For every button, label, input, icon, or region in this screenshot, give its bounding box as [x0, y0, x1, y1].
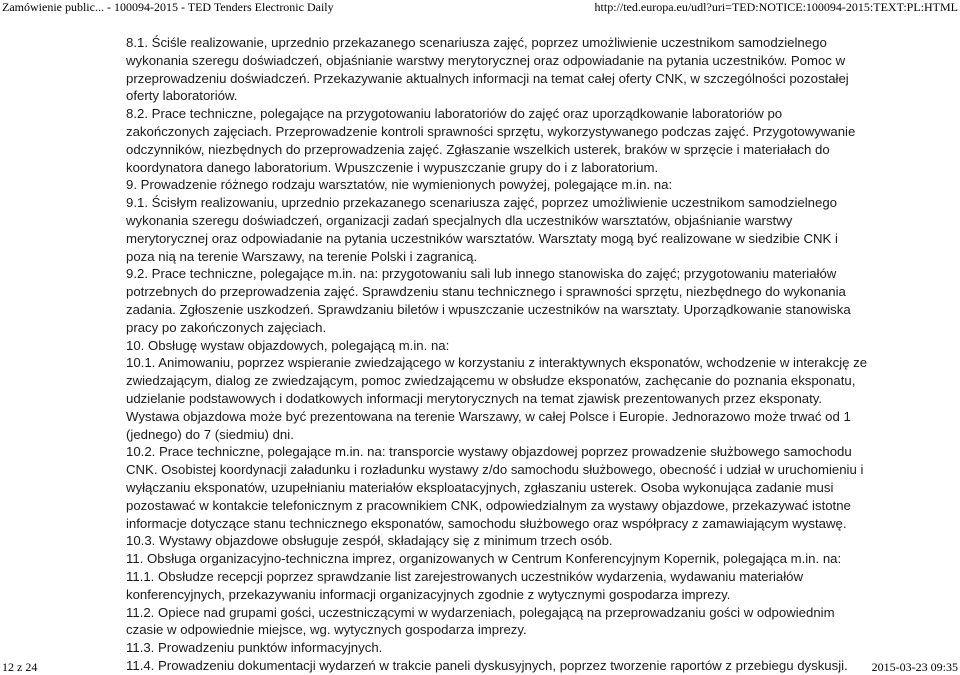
text-line: zakończonych zajęciach. Przeprowadzenie kontroli sprawności sprzętu, wykorzystywanego podczas zajęć. Przygotowywanie — [126, 123, 856, 139]
text-line: udzielanie podstawowych i dodatkowych informacji merytorycznych na temat zjawisk prezentowanych przez eksponaty. — [126, 390, 823, 406]
text-line: 11. Obsługa organizacyjno-techniczna imprez, organizowanych w Centrum Konferencyjnym Kopernik, polegająca m.in. na: — [126, 551, 842, 567]
text-line: 10. Obsługę wystaw objazdowych, polegającą m.in. na: — [126, 337, 450, 353]
text-line: oferty laboratoriów. — [126, 88, 238, 104]
text-line: Wystawa objazdowa może być prezentowana na terenie Warszawy, w całej Polsce i Europie. Jednorazowo może trwać od 1 — [126, 408, 851, 424]
print-datetime: 2015-03-23 09:35 — [871, 660, 958, 674]
text-line: informacje dotyczące stanu technicznego eksponatów, samochodu służbowego oraz współpracy z zamawiającym wystawę. — [126, 515, 847, 531]
text-line: 10.1. Animowaniu, poprzez wspieranie zwiedzającego w korzystaniu z interaktywnych eksponatów, wchodzenie w interakcję ze — [126, 355, 868, 371]
text-line: 10.2. Prace techniczne, polegające m.in. na: transporcie wystawy objazdowej poprzez prowadzenie służbowego samochodu — [126, 444, 852, 460]
text-line: pracy po zakończonych zajęciach. — [126, 319, 327, 335]
text-line: 9.1. Ścisłym realizowaniu, uprzednio przekazanego scenariusza zajęć, poprzez umożliwienie uczestnikom samodzielnego — [126, 195, 838, 211]
text-line: zwiedzającym, dialog ze zwiedzającym, pomoc zwiedzającemu w obsłudze eksponatów, zachęcanie do poznania eksponatu, — [126, 373, 856, 389]
page-url: http://ted.europa.eu/udl?uri=TED:NOTICE:100094-2015:TEXT:PL:HTML — [594, 0, 958, 14]
text-line: 8.2. Prace techniczne, polegające na przygotowaniu laboratoriów do zajęć oraz uporządkowanie laboratoriów po — [126, 106, 783, 122]
text-line: odczynników, niezbędnych do przeprowadzenia zajęć. Zgłaszanie wszelkich usterek, braków w sprzęcie i materiałach do — [126, 141, 830, 157]
text-line: 10.3. Wystawy objazdowe obsługuje zespół, składający się z minimum trzech osób. — [126, 533, 613, 549]
text-line: 11.3. Prowadzeniu punktów informacyjnych. — [126, 640, 383, 656]
text-line: wyłączaniu eksponatów, uzupełnianiu materiałów eksploatacyjnych, zgłaszaniu usterek. Osoba wykonująca zadanie musi — [126, 479, 834, 495]
text-line: 9. Prowadzenie różnego rodzaju warsztatów, nie wymienionych powyżej, polegające m.in. na: — [126, 177, 673, 193]
text-line: koordynatora danego laboratorium. Wpuszczenie i wypuszczanie grupy do i z laboratorium. — [126, 159, 659, 175]
text-line: merytorycznej oraz odpowiadanie na pytania uczestników warsztatów. Warsztaty mogą być realizowane w siedzibie CNK i — [126, 230, 838, 246]
print-footer — [0, 660, 960, 674]
text-line: (jednego) do 7 (siedmiu) dni. — [126, 426, 294, 442]
text-line: pozostawać w kontakcie telefonicznym z pracownikiem CNK, odpowiedzialnym za wystawy objazdowe, przekazywać istotne — [126, 497, 851, 513]
page-title: Zamówienie public... - 100094-2015 - TED Tenders Electronic Daily — [2, 0, 334, 14]
text-line: wykonania szeregu doświadczeń, organizacji zadań specjalnych dla uczestników warsztatów, objaśnianie warstwy — [126, 212, 793, 228]
print-header — [0, 0, 960, 14]
text-line: zadania. Zgłoszenie uszkodzeń. Sprawdzaniu biletów i wpuszczanie uczestników na warsztaty. Uporządkowanie stanowiska — [126, 301, 851, 317]
text-line: konferencyjnych, przekazywaniu informacji organizacyjnych zgodnie z wytycznymi gospodarza imprezy. — [126, 586, 731, 602]
text-line: wykonania szeregu doświadczeń, objaśnianie warstwy merytorycznej oraz odpowiadanie na pytania uczestników. Pomoc w — [126, 52, 846, 68]
text-line: 9.2. Prace techniczne, polegające m.in. na: przygotowaniu sali lub innego stanowiska do zajęć; przygotowaniu materiałów — [126, 266, 837, 282]
text-line: poza nią na terenie Warszawy, na terenie Polski i zagranicą. — [126, 248, 478, 264]
text-line: 11.2. Opiece nad grupami gości, uczestniczącymi w wydarzeniach, polegającą na przeprowadzaniu gości w odpowiednim — [126, 604, 835, 620]
text-line: przeprowadzeniu doświadczeń. Przekazywanie aktualnych informacji na temat całej oferty CNK, w szczególności pozostałej — [126, 70, 849, 86]
notice-body-text — [126, 34, 886, 675]
text-line: CNK. Osobistej koordynacji załadunku i rozładunku wystawy z/do samochodu służbowego, obecność i udział w uruchomieniu i — [126, 462, 864, 478]
text-line: 11.4. Prowadzeniu dokumentacji wydarzeń w trakcie paneli dyskusyjnych, poprzez tworzenie raportów z przebiegu dyskusji. — [126, 657, 848, 673]
text-line: czasie w odpowiednie miejsce, wg. wytycznych gospodarza imprezy. — [126, 622, 527, 638]
text-line: 11.1. Obsłudze recepcji poprzez sprawdzanie list zarejestrowanych uczestników wydarzenia, wydawaniu materiałów — [126, 568, 804, 584]
text-line: potrzebnych do przeprowadzenia zajęć. Sprawdzeniu stanu technicznego i sprawności sprzętu, niezbędnego do wykonania — [126, 284, 846, 300]
text-line: 8.1. Ściśle realizowanie, uprzednio przekazanego scenariusza zajęć, poprzez umożliwienie uczestnikom samodzielnego — [126, 35, 827, 50]
page-number: 12 z 24 — [2, 660, 38, 674]
